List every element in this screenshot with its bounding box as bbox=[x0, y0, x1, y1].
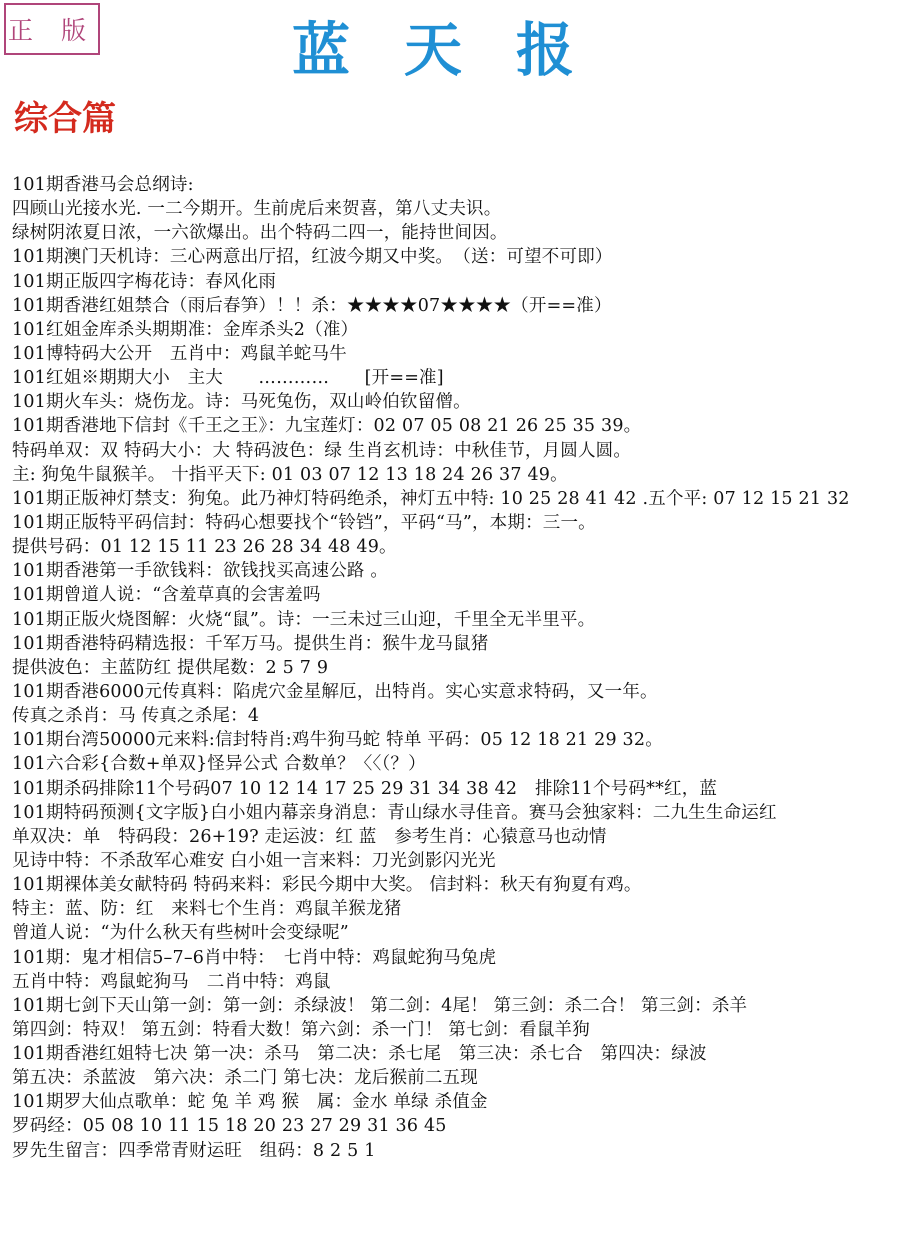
content-line: 单双决：单 特码段：26+19? 走运波：红 蓝 参考生肖：心猿意马也动情 bbox=[12, 826, 607, 847]
content-line: 101期香港特码精选报：千军万马。提供生肖：猴牛龙马鼠猪 bbox=[12, 633, 489, 654]
content-line: 绿树阴浓夏日浓，一六欲爆出。出个特码二四一，能持世间因。 bbox=[12, 223, 508, 244]
section-heading: 综合篇 bbox=[14, 99, 116, 139]
content-line: 101期七剑下天山第一剑：第一剑：杀绿波！ 第二剑：4尾！ 第三剑：杀二合！ 第三剑：杀羊 bbox=[12, 995, 748, 1016]
content-line: 101期正版火烧图解：火烧“鼠”。诗：一三未过三山迎，千里全无半里平。 bbox=[12, 609, 596, 630]
content-line: 四顾山光接水光. 一二今期开。生前虎后来贺喜，第八丈夫识。 bbox=[12, 199, 502, 220]
content-line: 特码单双：双 特码大小：大 特码波色：绿 生肖玄机诗：中秋佳节，月圆人圆。 bbox=[12, 440, 632, 461]
content-line: 罗码经：05 08 10 11 15 18 20 23 27 29 31 36 45 bbox=[12, 1116, 447, 1137]
content-line: 101期特码预测{文字版}白小姐内幕亲身消息：青山绿水寻佳音。赛马会独家料：二九生生命运红 bbox=[12, 802, 777, 823]
content-line: 罗先生留言：四季常青财运旺 组码：8 2 5 1 bbox=[12, 1140, 376, 1161]
content-line: 传真之杀肖：马 传真之杀尾：4 bbox=[12, 706, 260, 727]
content-line: 101红姐※期期大小 主大 ………… [开==准] bbox=[12, 368, 444, 389]
content-line: 101期香港马会总纲诗: bbox=[12, 175, 194, 195]
content-line: 101期火车头：烧伤龙。诗：马死兔伤，双山岭伯钦留僧。 bbox=[12, 392, 471, 413]
content-line: 101期正版四字梅花诗：春风化雨 bbox=[12, 271, 277, 292]
content-line: 101期杀码排除11个号码07 10 12 14 17 25 29 31 34 38 42 排除11个号码**红，蓝 bbox=[12, 778, 718, 799]
content-line: 101期罗大仙点歌单：蛇 兔 羊 鸡 猴 属：金水 单绿 杀值金 bbox=[12, 1092, 488, 1113]
content-line: 见诗中特：不杀敌军心难安 白小姐一言来料：刀光剑影闪光光 bbox=[12, 850, 496, 871]
content-line: 提供号码：01 12 15 11 23 26 28 34 48 49。 bbox=[12, 537, 397, 558]
content-line: 101博特码大公开 五肖中：鸡鼠羊蛇马牛 bbox=[12, 343, 347, 364]
content-line: 101期曾道人说：“含羞草真的会害羞吗 bbox=[12, 585, 321, 606]
content-line: 101期香港6000元传真料：陷虎穴金星解厄，出特肖。实心实意求特码，又一年。 bbox=[12, 681, 658, 702]
content-line: 101红姐金库杀头期期准：金库杀头2（准） bbox=[12, 319, 359, 340]
content-line: 提供波色：主蓝防红 提供尾数：2 5 7 9 bbox=[12, 657, 329, 678]
content-line: 101六合彩{合数+单双}怪异公式 合数单？〈〈（？） bbox=[12, 754, 426, 775]
content-line: 101期澳门天机诗：三心两意出厅招，红波今期又中奖。 （送：可望不可即） bbox=[12, 247, 613, 268]
content-line: 第四剑：特双！ 第五剑：特看大数！第六剑：杀一门！ 第七剑：看鼠羊狗 bbox=[12, 1019, 590, 1040]
content-line: 主: 狗兔牛鼠猴羊。 十指平天下: 01 03 07 12 13 18 24 26 37 49。 bbox=[12, 464, 568, 485]
edition-badge: 正 版 bbox=[4, 3, 100, 55]
content-line: 101期香港红姐禁合（雨后春笋）！！杀：★★★★07★★★★（开==准） bbox=[12, 295, 612, 316]
content-line: 101期香港第一手欲钱料：欲钱找买高速公路 。 bbox=[12, 561, 389, 582]
content-line: 五肖中特：鸡鼠蛇狗马 二肖中特：鸡鼠 bbox=[12, 971, 331, 992]
content-line: 101期香港红姐特七决 第一决：杀马 第二决：杀七尾 第三决：杀七合 第四决：绿波 bbox=[12, 1044, 707, 1065]
content-line: 101期正版特平码信封：特码心想要找个“铃铛”，平码“马”，本期：三一。 bbox=[12, 512, 596, 533]
content-body bbox=[12, 173, 896, 1163]
content-line: 101期香港地下信封《千王之王》：九宝莲灯：02 07 05 08 21 26 25 35 39。 bbox=[12, 416, 642, 437]
page-title: 蓝天报 bbox=[291, 16, 628, 84]
content-line: 101期正版神灯禁支：狗兔。此乃神灯特码绝杀，神灯五中特: 10 25 28 41 42 .五个平: 07 12 15 21 32 bbox=[12, 488, 850, 509]
content-line: 101期台湾50000元来料:信封特肖:鸡牛狗马蛇 特单 平码：05 12 18 21 29 32。 bbox=[12, 730, 663, 751]
content-line: 曾道人说：“为什么秋天有些树叶会变绿呢” bbox=[12, 923, 349, 944]
content-line: 特主：蓝、防：红 来料七个生肖：鸡鼠羊猴龙猪 bbox=[12, 899, 402, 920]
content-line: 第五决：杀蓝波 第六决：杀二门 第七决：龙后猴前二五现 bbox=[12, 1068, 478, 1089]
content-line: 101期裸体美女献特码 特码来料：彩民今期中大奖。 信封料：秋天有狗夏有鸡。 bbox=[12, 875, 642, 896]
content-line: 101期：鬼才相信5–7–6肖中特： 七肖中特：鸡鼠蛇狗马兔虎 bbox=[12, 947, 497, 968]
